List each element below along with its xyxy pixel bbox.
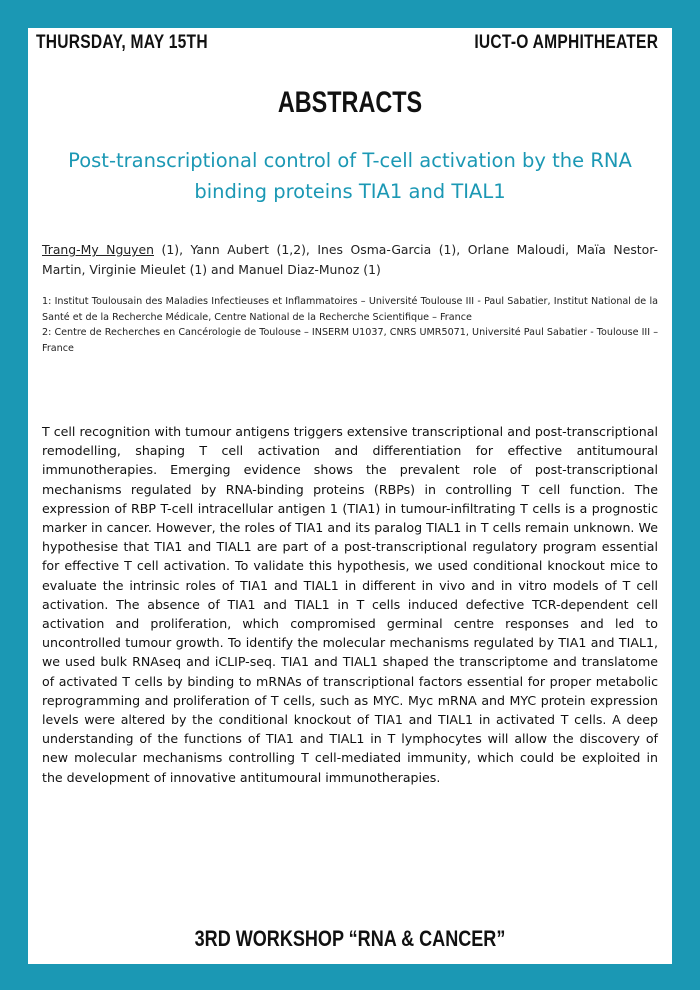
presenting-author: Trang-My Nguyen bbox=[42, 242, 154, 257]
affiliation-2: 2: Centre de Recherches en Cancérologie de Toulouse – INSERM U1037, CNRS UMR5071, Université Paul Sabatier - Toulouse III – France bbox=[42, 327, 658, 354]
event-date: THURSDAY, MAY 15TH bbox=[36, 32, 208, 53]
event-venue: IUCT-O AMPHITHEATER bbox=[474, 32, 658, 53]
author-list bbox=[42, 240, 658, 280]
abstract-page bbox=[28, 28, 672, 964]
affiliations bbox=[42, 294, 658, 356]
affiliation-1: 1: Institut Toulousain des Maladies Infectieuses et Inflammatoires – Université Toulouse III - Paul Sabatier, Institut National de la Santé et de la Recherche Médicale, Centre National de la Recherche Scientifique – France bbox=[42, 296, 658, 323]
section-title: ABSTRACTS bbox=[277, 86, 423, 119]
abstract-body: T cell recognition with tumour antigens triggers extensive transcriptional and post-transcriptional remodelling, shaping T cell activation and differentiation for effective antitumoural immunotherapies. Emerging evidence shows the prevalent role of post-transcriptional mechanisms regulated by RNA-binding proteins (RBPs) in controlling T cell function. The expression of RBP T-cell intracellular antigen 1 (TIA1) in tumour-infiltrating T cells is a prognostic marker in cancer. However, the roles of TIA1 and its paralog TIAL1 in T cells remain unknown. We hypothesise that TIA1 and TIAL1 are part of a post-transcriptional regulatory program essential for effective T cell activation. To validate this hypothesis, we used conditional knockout mice to evaluate the intrinsic roles of TIA1 and TIAL1 in different in vivo and in vitro models of T cell activation. The absence of TIA1 and TIAL1 in T cells induced defective TCR-dependent cell activation and proliferation, which compromised germinal centre responses and led to uncontrolled tumour growth. To identify the molecular mechanisms regulated by TIA1 and TIAL1, we used bulk RNAseq and iCLIP-seq. TIA1 and TIAL1 shaped the transcriptome and translatome of activated T cells by binding to mRNAs of transcriptional factors essential for proper metabolic reprogramming and proliferation of T cells, such as MYC. Myc mRNA and MYC protein expression levels were altered by the conditional knockout of TIA1 and TIAL1 in activated T cells. A deep understanding of the functions of TIA1 and TIAL1 in T lymphocytes will allow the discovery of new molecular mechanisms controlling T cell-mediated immunity, which could be exploited in the development of innovative antitumoural immunotherapies. bbox=[42, 424, 658, 785]
workshop-footer: 3RD WORKSHOP “RNA & CANCER” bbox=[194, 926, 506, 951]
co-authors: (1), Yann Aubert (1,2), Ines Osma-Garcia (1), Orlane Maloudi, Maïa Nestor-Martin, Virginie Mieulet (1) and Manuel Diaz-Munoz (1) bbox=[42, 242, 658, 277]
abstract-title: Post-transcriptional control of T-cell activation by the RNA binding proteins TIA1 and TIAL1 bbox=[68, 149, 632, 203]
